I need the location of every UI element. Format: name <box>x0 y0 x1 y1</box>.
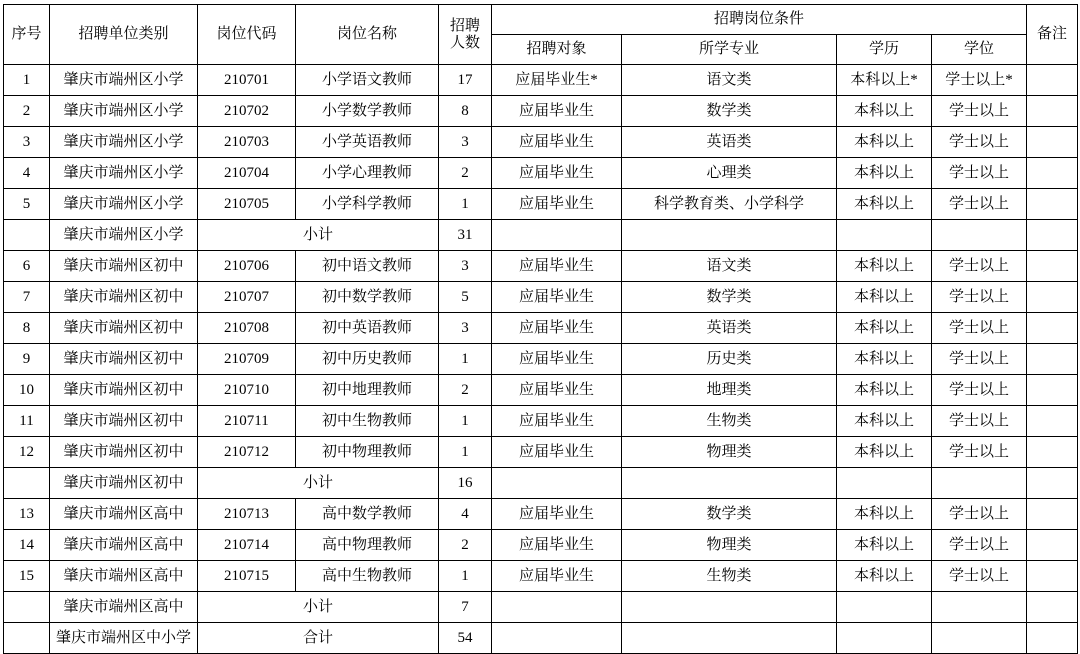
cell-major: 生物类 <box>622 561 837 592</box>
cell-count: 2 <box>439 530 492 561</box>
header-count <box>439 5 492 65</box>
table-row <box>4 530 1078 561</box>
cell-seq <box>4 220 50 251</box>
table-row <box>4 282 1078 313</box>
header-name: 岗位名称 <box>296 5 439 65</box>
cell-unit: 肇庆市端州区初中 <box>50 251 198 282</box>
cell-major: 数学类 <box>622 282 837 313</box>
cell-count: 16 <box>439 468 492 499</box>
cell-seq: 6 <box>4 251 50 282</box>
cell-seq: 10 <box>4 375 50 406</box>
cell-unit: 肇庆市端州区初中 <box>50 313 198 344</box>
cell-seq: 7 <box>4 282 50 313</box>
cell-target: 应届毕业生 <box>492 251 622 282</box>
cell-remark <box>1027 158 1078 189</box>
cell-degree: 学士以上 <box>932 189 1027 220</box>
cell-name: 初中地理教师 <box>296 375 439 406</box>
cell-seq: 15 <box>4 561 50 592</box>
table-row <box>4 437 1078 468</box>
cell-major: 心理类 <box>622 158 837 189</box>
header-count-line2: 人数 <box>449 34 480 51</box>
cell-target: 应届毕业生 <box>492 127 622 158</box>
cell-name: 初中数学教师 <box>296 282 439 313</box>
cell-target: 应届毕业生 <box>492 530 622 561</box>
cell-remark <box>1027 127 1078 158</box>
cell-degree: 学士以上 <box>932 375 1027 406</box>
cell-remark <box>1027 282 1078 313</box>
cell-unit: 肇庆市端州区小学 <box>50 96 198 127</box>
cell-name: 小学心理教师 <box>296 158 439 189</box>
cell-code: 210711 <box>198 406 296 437</box>
cell-count: 3 <box>439 251 492 282</box>
cell-remark <box>1027 96 1078 127</box>
cell-target: 应届毕业生 <box>492 437 622 468</box>
cell-unit: 肇庆市端州区初中 <box>50 437 198 468</box>
table-row <box>4 499 1078 530</box>
cell-major: 语文类 <box>622 65 837 96</box>
cell-remark <box>1027 499 1078 530</box>
cell-unit: 肇庆市端州区小学 <box>50 65 198 96</box>
cell-name: 初中物理教师 <box>296 437 439 468</box>
cell-target: 应届毕业生 <box>492 344 622 375</box>
cell-education <box>837 468 932 499</box>
header-unit: 招聘单位类别 <box>50 5 198 65</box>
table-row <box>4 561 1078 592</box>
cell-major: 科学教育类、小学科学 <box>622 189 837 220</box>
cell-subtotal-label: 小计 <box>198 220 439 251</box>
cell-major: 数学类 <box>622 96 837 127</box>
cell-degree: 学士以上 <box>932 251 1027 282</box>
cell-education: 本科以上 <box>837 158 932 189</box>
cell-major: 物理类 <box>622 437 837 468</box>
cell-degree <box>932 468 1027 499</box>
cell-unit: 肇庆市端州区初中 <box>50 344 198 375</box>
cell-name: 高中数学教师 <box>296 499 439 530</box>
cell-remark <box>1027 251 1078 282</box>
cell-degree: 学士以上 <box>932 158 1027 189</box>
cell-seq: 4 <box>4 158 50 189</box>
cell-target: 应届毕业生 <box>492 406 622 437</box>
cell-degree: 学士以上 <box>932 561 1027 592</box>
cell-major: 数学类 <box>622 499 837 530</box>
cell-degree: 学士以上 <box>932 530 1027 561</box>
cell-target: 应届毕业生 <box>492 96 622 127</box>
cell-education: 本科以上 <box>837 344 932 375</box>
cell-education: 本科以上 <box>837 561 932 592</box>
cell-name: 初中语文教师 <box>296 251 439 282</box>
cell-degree: 学士以上 <box>932 499 1027 530</box>
table-row <box>4 127 1078 158</box>
cell-remark <box>1027 623 1078 654</box>
cell-count: 3 <box>439 313 492 344</box>
cell-target: 应届毕业生 <box>492 313 622 344</box>
cell-name: 小学语文教师 <box>296 65 439 96</box>
cell-count: 54 <box>439 623 492 654</box>
header-education: 学历 <box>837 35 932 65</box>
recruitment-table <box>3 4 1078 654</box>
cell-seq <box>4 468 50 499</box>
cell-degree <box>932 623 1027 654</box>
cell-code: 210714 <box>198 530 296 561</box>
cell-seq: 14 <box>4 530 50 561</box>
header-conditions: 招聘岗位条件 <box>492 5 1027 35</box>
cell-seq: 5 <box>4 189 50 220</box>
cell-seq: 3 <box>4 127 50 158</box>
cell-count: 2 <box>439 158 492 189</box>
cell-target: 应届毕业生 <box>492 158 622 189</box>
cell-name: 小学英语教师 <box>296 127 439 158</box>
cell-remark <box>1027 561 1078 592</box>
header-remark: 备注 <box>1027 5 1078 65</box>
cell-count: 4 <box>439 499 492 530</box>
cell-code: 210705 <box>198 189 296 220</box>
cell-education <box>837 623 932 654</box>
cell-name: 小学科学教师 <box>296 189 439 220</box>
cell-degree: 学士以上 <box>932 96 1027 127</box>
cell-count: 5 <box>439 282 492 313</box>
header-row-1 <box>4 5 1078 35</box>
cell-name: 初中历史教师 <box>296 344 439 375</box>
table-row <box>4 406 1078 437</box>
cell-unit: 肇庆市端州区高中 <box>50 592 198 623</box>
cell-count: 3 <box>439 127 492 158</box>
cell-target: 应届毕业生* <box>492 65 622 96</box>
cell-education: 本科以上 <box>837 96 932 127</box>
cell-unit: 肇庆市端州区高中 <box>50 499 198 530</box>
cell-major: 语文类 <box>622 251 837 282</box>
header-degree: 学位 <box>932 35 1027 65</box>
header-target: 招聘对象 <box>492 35 622 65</box>
cell-code: 210712 <box>198 437 296 468</box>
table-row <box>4 623 1078 654</box>
cell-count: 1 <box>439 406 492 437</box>
cell-count: 1 <box>439 344 492 375</box>
cell-major: 地理类 <box>622 375 837 406</box>
cell-major <box>622 220 837 251</box>
cell-code: 210715 <box>198 561 296 592</box>
cell-unit: 肇庆市端州区初中 <box>50 468 198 499</box>
table-row <box>4 96 1078 127</box>
cell-target <box>492 468 622 499</box>
cell-remark <box>1027 437 1078 468</box>
cell-count: 7 <box>439 592 492 623</box>
cell-target <box>492 623 622 654</box>
cell-education: 本科以上 <box>837 437 932 468</box>
cell-education <box>837 220 932 251</box>
cell-unit: 肇庆市端州区初中 <box>50 375 198 406</box>
cell-unit: 肇庆市端州区中小学 <box>50 623 198 654</box>
table-row <box>4 592 1078 623</box>
cell-major: 英语类 <box>622 127 837 158</box>
cell-education: 本科以上 <box>837 406 932 437</box>
cell-major: 生物类 <box>622 406 837 437</box>
cell-target <box>492 592 622 623</box>
cell-remark <box>1027 468 1078 499</box>
cell-name: 高中物理教师 <box>296 530 439 561</box>
header-code: 岗位代码 <box>198 5 296 65</box>
cell-remark <box>1027 406 1078 437</box>
cell-seq: 1 <box>4 65 50 96</box>
cell-major <box>622 592 837 623</box>
cell-remark <box>1027 313 1078 344</box>
cell-code: 210701 <box>198 65 296 96</box>
cell-seq: 12 <box>4 437 50 468</box>
cell-code: 210709 <box>198 344 296 375</box>
cell-seq: 8 <box>4 313 50 344</box>
header-major: 所学专业 <box>622 35 837 65</box>
cell-count: 31 <box>439 220 492 251</box>
cell-unit: 肇庆市端州区高中 <box>50 561 198 592</box>
cell-target <box>492 220 622 251</box>
cell-remark <box>1027 344 1078 375</box>
cell-target: 应届毕业生 <box>492 189 622 220</box>
cell-code: 210703 <box>198 127 296 158</box>
cell-education: 本科以上 <box>837 189 932 220</box>
header-count-line1: 招聘 <box>449 18 480 34</box>
cell-unit: 肇庆市端州区高中 <box>50 530 198 561</box>
cell-education: 本科以上 <box>837 375 932 406</box>
cell-unit: 肇庆市端州区小学 <box>50 127 198 158</box>
cell-degree: 学士以上* <box>932 65 1027 96</box>
cell-education <box>837 592 932 623</box>
cell-unit: 肇庆市端州区初中 <box>50 406 198 437</box>
cell-remark <box>1027 220 1078 251</box>
cell-seq: 9 <box>4 344 50 375</box>
cell-remark <box>1027 65 1078 96</box>
cell-degree: 学士以上 <box>932 406 1027 437</box>
table-row <box>4 189 1078 220</box>
table-body <box>4 65 1078 654</box>
cell-unit: 肇庆市端州区小学 <box>50 158 198 189</box>
table-row <box>4 375 1078 406</box>
cell-target: 应届毕业生 <box>492 499 622 530</box>
cell-code: 210704 <box>198 158 296 189</box>
cell-education: 本科以上 <box>837 251 932 282</box>
cell-target: 应届毕业生 <box>492 375 622 406</box>
cell-major <box>622 623 837 654</box>
cell-name: 初中生物教师 <box>296 406 439 437</box>
cell-subtotal-label: 合计 <box>198 623 439 654</box>
cell-code: 210708 <box>198 313 296 344</box>
cell-remark <box>1027 530 1078 561</box>
cell-education: 本科以上 <box>837 313 932 344</box>
cell-seq: 2 <box>4 96 50 127</box>
cell-name: 初中英语教师 <box>296 313 439 344</box>
cell-degree: 学士以上 <box>932 282 1027 313</box>
cell-name: 小学数学教师 <box>296 96 439 127</box>
cell-major: 物理类 <box>622 530 837 561</box>
cell-education: 本科以上* <box>837 65 932 96</box>
table-row <box>4 344 1078 375</box>
cell-education: 本科以上 <box>837 499 932 530</box>
cell-count: 1 <box>439 189 492 220</box>
cell-seq <box>4 592 50 623</box>
cell-education: 本科以上 <box>837 282 932 313</box>
table-row <box>4 65 1078 96</box>
cell-degree: 学士以上 <box>932 127 1027 158</box>
cell-count: 8 <box>439 96 492 127</box>
cell-code: 210713 <box>198 499 296 530</box>
cell-count: 1 <box>439 561 492 592</box>
cell-major: 英语类 <box>622 313 837 344</box>
cell-degree <box>932 592 1027 623</box>
cell-name: 高中生物教师 <box>296 561 439 592</box>
table-row <box>4 220 1078 251</box>
cell-seq <box>4 623 50 654</box>
cell-target: 应届毕业生 <box>492 282 622 313</box>
cell-remark <box>1027 189 1078 220</box>
cell-major <box>622 468 837 499</box>
cell-code: 210710 <box>198 375 296 406</box>
cell-target: 应届毕业生 <box>492 561 622 592</box>
cell-remark <box>1027 592 1078 623</box>
cell-degree: 学士以上 <box>932 313 1027 344</box>
cell-code: 210707 <box>198 282 296 313</box>
cell-degree: 学士以上 <box>932 344 1027 375</box>
table-row <box>4 468 1078 499</box>
cell-education: 本科以上 <box>837 530 932 561</box>
table-row <box>4 251 1078 282</box>
table-header <box>4 5 1078 65</box>
cell-degree <box>932 220 1027 251</box>
table-row <box>4 158 1078 189</box>
cell-count: 1 <box>439 437 492 468</box>
table-row <box>4 313 1078 344</box>
cell-seq: 11 <box>4 406 50 437</box>
cell-education: 本科以上 <box>837 127 932 158</box>
cell-seq: 13 <box>4 499 50 530</box>
cell-major: 历史类 <box>622 344 837 375</box>
header-seq: 序号 <box>4 5 50 65</box>
cell-code: 210702 <box>198 96 296 127</box>
cell-degree: 学士以上 <box>932 437 1027 468</box>
cell-remark <box>1027 375 1078 406</box>
cell-subtotal-label: 小计 <box>198 468 439 499</box>
cell-unit: 肇庆市端州区初中 <box>50 282 198 313</box>
cell-unit: 肇庆市端州区小学 <box>50 189 198 220</box>
cell-subtotal-label: 小计 <box>198 592 439 623</box>
cell-count: 2 <box>439 375 492 406</box>
cell-unit: 肇庆市端州区小学 <box>50 220 198 251</box>
cell-count: 17 <box>439 65 492 96</box>
cell-code: 210706 <box>198 251 296 282</box>
